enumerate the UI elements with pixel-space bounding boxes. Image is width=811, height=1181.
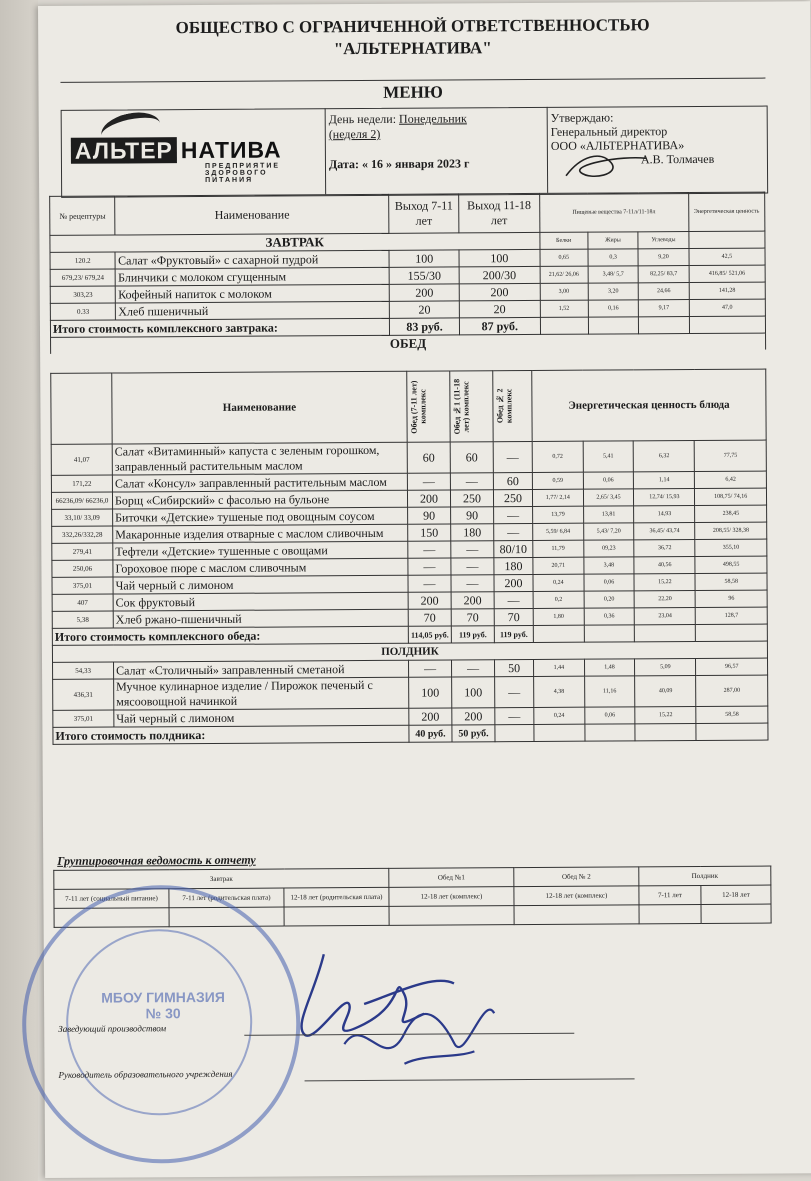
snack-total-label: Итого стоимость полдника: <box>53 725 409 744</box>
fat: 0,06 <box>583 472 634 489</box>
group-s4: 12-18 лет (комплекс) <box>389 887 514 907</box>
fat: 3,48/ 5,7 <box>588 266 639 283</box>
group-s7: 12-18 лет <box>701 885 771 904</box>
protein: 0,72 <box>532 441 583 472</box>
portion-c: 180 <box>494 557 533 574</box>
dish-name: Салат «Фруктовый» с сахарной пудрой <box>115 250 389 269</box>
lunch-head-b-cell <box>450 371 493 442</box>
breakfast-total-label: Итого стоимость комплексного завтрака: <box>50 318 389 337</box>
portion-b: 180 <box>451 524 494 541</box>
portion-c: — <box>494 506 533 523</box>
snack-total-a: 40 руб. <box>409 725 452 742</box>
fat: 5,41 <box>583 441 634 472</box>
carbs: 40,09 <box>635 675 696 706</box>
portion-b: 200 <box>451 592 494 609</box>
energy: 287,00 <box>696 675 768 706</box>
dish-name: Биточки «Детские» тушеные под овощным соусом <box>113 507 408 526</box>
fat: 0,3 <box>588 249 639 266</box>
protein: 0,65 <box>540 249 588 266</box>
energy: 96 <box>695 590 767 607</box>
portion-c: 70 <box>494 608 533 625</box>
signature-icon <box>254 933 515 1085</box>
approve-l4: А.В. Толмачев <box>640 151 715 167</box>
portion-b: — <box>451 558 494 575</box>
dish-name: Салат «Столичный» заправленный сметаной <box>114 660 409 679</box>
carbs: 6,32 <box>633 440 694 471</box>
breakfast-rows <box>50 248 765 320</box>
logo-word <box>71 136 286 164</box>
energy: 42,5 <box>689 248 765 265</box>
org-header <box>60 14 765 62</box>
fat: 11,16 <box>584 676 635 707</box>
recipe-code: 375,01 <box>52 577 113 594</box>
energy: 355,10 <box>695 539 767 556</box>
empty-cell <box>696 624 768 641</box>
portion-a: 200 <box>409 708 452 725</box>
approve-l3: ООО «АЛЬТЕРНАТИВА» <box>550 138 685 153</box>
table-row <box>53 675 768 710</box>
protein: 1,52 <box>540 300 588 317</box>
snack-rows <box>53 658 768 727</box>
portion-b: 100 <box>452 677 495 708</box>
protein: 5,59/ 6,84 <box>533 523 584 540</box>
carbs: 9,17 <box>639 300 690 317</box>
dish-name: Мучное кулинарное изделие / Пирожок печеный с мясоовощной начинкой <box>114 677 409 710</box>
menu-document <box>38 1 811 1178</box>
portion-a: — <box>407 473 450 490</box>
carbs: 24,66 <box>638 283 689 300</box>
protein: 4,38 <box>534 676 585 707</box>
approve-l2: Генеральный директор <box>550 124 668 139</box>
fat: 1,48 <box>584 659 635 676</box>
lunch-head-b: Обед №1 (11-18 лет) комплекс <box>452 378 471 435</box>
protein: 13,79 <box>533 506 584 523</box>
lunch-head-a-cell <box>407 371 450 442</box>
recipe-code: 0.33 <box>50 303 116 320</box>
protein: 1,44 <box>534 659 585 676</box>
lunch-rows <box>51 440 767 628</box>
lunch-table <box>50 369 768 745</box>
day-label: День недели: <box>328 111 397 127</box>
fat: 0,20 <box>584 591 635 608</box>
group-h-snack: Полдник <box>639 866 771 886</box>
snack-total-b: 50 руб. <box>452 725 495 742</box>
energy: 77,75 <box>695 440 767 471</box>
group-s3: 12-18 лет (родительская плата) <box>284 887 389 907</box>
approval-block <box>551 110 715 167</box>
portion-c: — <box>493 441 532 472</box>
recipe-code: 54,33 <box>53 662 114 679</box>
org-name: ОБЩЕСТВО С ОГРАНИЧЕННОЙ ОТВЕТСТВЕННОСТЬЮ <box>175 15 650 38</box>
dish-name: Салат «Витаминный» капуста с зеленым горошком, заправленный растительным маслом <box>112 442 407 475</box>
dish-name: Хлеб ржано-пшеничный <box>113 609 408 628</box>
portion-c: 60 <box>493 472 532 489</box>
carbs: 36,72 <box>634 539 695 556</box>
portion-7-11: 200 <box>389 284 459 301</box>
portion-a: 150 <box>408 524 451 541</box>
fat: 3,20 <box>588 283 639 300</box>
portion-a: 100 <box>409 677 452 708</box>
empty-cell <box>584 625 635 642</box>
portion-c: 50 <box>495 659 534 676</box>
fat: 0,16 <box>588 300 639 317</box>
menu-table <box>49 192 766 354</box>
week-number: (неделя 2) <box>328 126 381 142</box>
portion-c: — <box>495 676 534 707</box>
recipe-code: 332,26/332,28 <box>52 526 113 543</box>
carbs: 12,74/ 15,93 <box>634 488 695 505</box>
lunch-head-c: Обед № 2 комплекс <box>495 388 514 424</box>
recipe-code: 5,38 <box>52 611 113 628</box>
carbs: 36,45/ 43,74 <box>634 522 695 539</box>
portion-c: — <box>495 707 534 724</box>
lunch-head-energy: Энергетическая ценность блюда <box>532 369 766 441</box>
portion-a: — <box>408 575 451 592</box>
table-row <box>51 440 766 475</box>
fat: 0,36 <box>584 608 635 625</box>
head-out1: Выход 7-11 лет <box>389 194 459 233</box>
portion-b: — <box>451 575 494 592</box>
lunch-head-name: Наименование <box>112 371 407 444</box>
portion-b: 200 <box>452 708 495 725</box>
dish-name: Хлеб пшеничный <box>116 301 390 320</box>
carbs: 14,93 <box>634 505 695 522</box>
dish-name: Макаронные изделия отварные с маслом сливочным <box>113 524 408 543</box>
energy: 58,58 <box>696 706 768 723</box>
logo-subtitle: ПРЕДПРИЯТИЕ ЗДОРОВОГО ПИТАНИЯ <box>204 162 281 184</box>
portion-c: — <box>494 591 533 608</box>
empty-cell <box>689 231 765 248</box>
menu-date: Дата: « 16 » января 2023 г <box>328 156 470 172</box>
head-energy: Энергетическая ценность <box>688 192 765 231</box>
portion-a: — <box>408 558 451 575</box>
empty-cell <box>701 904 771 923</box>
protein: 1,80 <box>533 608 584 625</box>
portion-b: — <box>450 473 493 490</box>
director-signature-icon <box>561 150 651 181</box>
breakfast-total-b: 87 руб. <box>459 317 540 334</box>
head-name: Наименование <box>115 194 389 235</box>
fat: 0,06 <box>584 707 635 724</box>
energy: 96,57 <box>696 658 768 675</box>
empty-cell <box>639 904 701 923</box>
empty-cell <box>389 906 514 926</box>
empty-cell <box>588 317 639 334</box>
portion-c: 250 <box>493 489 532 506</box>
portion-11-18: 100 <box>459 249 540 266</box>
lunch-head-a: Обед (7-11 лет) комплекс <box>409 380 428 434</box>
carbs: 15,22 <box>635 706 696 723</box>
carbs: 40,56 <box>634 556 695 573</box>
portion-a: 60 <box>407 442 450 473</box>
portion-b: — <box>451 541 494 558</box>
head-code: № рецептуры <box>50 196 116 235</box>
dish-name: Кофейный напиток с молоком <box>116 284 390 303</box>
group-s6: 7-11 лет <box>639 885 701 904</box>
empty-cell <box>495 724 534 741</box>
recipe-code: 250,06 <box>52 560 113 577</box>
protein: 1,77/ 2,14 <box>532 489 583 506</box>
dish-name: Блинчики с молоком сгущенным <box>116 267 390 286</box>
protein: 20,71 <box>533 557 584 574</box>
carbs: 82,25/ 83,7 <box>638 266 689 283</box>
menu-title: МЕНЮ <box>60 78 765 105</box>
dish-name: Чай черный с лимоном <box>114 708 409 727</box>
stamp-text: МБОУ ГИМНАЗИЯ № 30 <box>101 988 225 1022</box>
protein: 0,2 <box>533 591 584 608</box>
empty-cell <box>284 906 389 926</box>
energy: 108,75/ 74,16 <box>695 488 767 505</box>
portion-a: 200 <box>408 592 451 609</box>
lunch-head-c-cell <box>493 370 532 441</box>
protein: 0,24 <box>534 707 585 724</box>
empty-cell <box>514 905 639 925</box>
approve-l1: Утверждаю: <box>550 110 614 125</box>
empty-cell <box>585 724 636 741</box>
group-s2: 7-11 лет (родительская плата) <box>169 888 284 908</box>
logo-word-b: НАТИВА <box>180 136 282 164</box>
energy: 128,7 <box>696 607 768 624</box>
head-nutrients: Пищевые вещества 7-11л/11-18л <box>539 193 688 233</box>
recipe-code: 33,10/ 33,09 <box>52 509 113 526</box>
energy: 238,45 <box>695 505 767 522</box>
head-carb: Углеводы <box>638 232 689 249</box>
portion-7-11: 100 <box>389 250 459 267</box>
group-h-breakfast: Завтрак <box>54 868 389 889</box>
empty-cell <box>689 316 765 333</box>
group-report-title: Группировочная ведомость к отчету <box>57 852 256 868</box>
portion-11-18: 20 <box>459 300 540 317</box>
recipe-code: 303,23 <box>50 286 116 303</box>
head-out2: Выход 11-18 лет <box>459 193 540 232</box>
carbs: 5,09 <box>635 658 696 675</box>
footer-production-head: Заведующий производством <box>58 1023 167 1034</box>
portion-a: — <box>408 541 451 558</box>
portion-11-18: 200 <box>459 283 540 300</box>
lunch-title: ОБЕД <box>51 333 766 354</box>
portion-b: 90 <box>451 507 494 524</box>
recipe-code: 171,22 <box>51 475 112 492</box>
protein: 3,00 <box>540 283 588 300</box>
lunch-total-a: 114,05 руб. <box>408 626 451 643</box>
stamp-inner-ring <box>66 929 253 1116</box>
protein: 0,24 <box>533 574 584 591</box>
lunch-title-row <box>51 333 766 354</box>
recipe-code: 279,41 <box>52 543 113 560</box>
carbs: 9,20 <box>638 249 689 266</box>
energy: 208,55/ 328,38 <box>695 522 767 539</box>
empty-cell <box>51 373 112 444</box>
portion-a: 90 <box>408 507 451 524</box>
dish-name: Гороховое пюре с маслом сливочным <box>113 558 408 577</box>
recipe-code: 679,23/ 679,24 <box>50 269 116 286</box>
empty-cell <box>639 317 690 334</box>
portion-7-11: 155/30 <box>389 267 459 284</box>
portion-c: 80/10 <box>494 540 533 557</box>
recipe-code: 66236,09/ 66236,0 <box>51 492 112 509</box>
snack-title: ПОЛДНИК <box>52 641 767 662</box>
fat: 3,48 <box>584 557 635 574</box>
lunch-total-label: Итого стоимость комплексного обеда: <box>52 626 408 645</box>
energy: 58,58 <box>695 573 767 590</box>
empty-cell <box>534 724 585 741</box>
fat: 13,81 <box>583 506 634 523</box>
protein: 0,59 <box>532 472 583 489</box>
footer-school-head: Руководитель образовательного учреждения <box>58 1068 233 1080</box>
dish-name: Борщ «Сибирский» с фасолью на бульоне <box>112 490 407 509</box>
dish-name: Сок фруктовый <box>113 592 408 611</box>
logo-word-a: АЛЬТЕР <box>71 137 177 164</box>
empty-cell <box>635 624 696 641</box>
day-value: Понедельник <box>398 111 467 126</box>
empty-cell <box>533 625 584 642</box>
carbs: 15,22 <box>634 573 695 590</box>
energy: 47,0 <box>689 299 765 316</box>
dish-name: Чай черный с лимоном <box>113 575 408 594</box>
recipe-code: 436,31 <box>53 679 114 710</box>
fat: 0,06 <box>584 574 635 591</box>
lunch-total-c: 119 руб. <box>494 625 533 642</box>
portion-b: 70 <box>451 609 494 626</box>
fat: 5,43/ 7,20 <box>583 523 634 540</box>
portion-b: 250 <box>450 490 493 507</box>
portion-b: 60 <box>450 442 493 473</box>
breakfast-total-a: 83 руб. <box>390 318 460 335</box>
dish-name: Салат «Консул» заправленный растительным маслом <box>112 473 407 492</box>
group-s1: 7-11 лет (социальный питание) <box>54 889 169 909</box>
portion-a: — <box>409 660 452 677</box>
portion-11-18: 200/30 <box>459 266 540 283</box>
empty-cell <box>540 317 588 334</box>
portion-b: — <box>452 660 495 677</box>
empty-cell <box>635 723 696 740</box>
carbs: 23,04 <box>635 607 696 624</box>
lunch-head <box>51 369 766 444</box>
carbs: 22,20 <box>634 590 695 607</box>
group-s5: 12-18 лет (комплекс) <box>514 886 639 906</box>
recipe-code: 120.2 <box>50 252 116 269</box>
table-head <box>50 192 765 235</box>
breakfast-title: ЗАВТРАК <box>50 232 540 252</box>
snack-total-row <box>53 723 768 744</box>
company-logo <box>65 112 305 195</box>
portion-a: 70 <box>408 609 451 626</box>
recipe-code: 407 <box>52 594 113 611</box>
portion-7-11: 20 <box>390 301 460 318</box>
portion-c: 200 <box>494 574 533 591</box>
day-info <box>329 111 470 172</box>
portion-a: 200 <box>407 490 450 507</box>
empty-cell <box>696 723 768 740</box>
carbs: 1,14 <box>634 471 695 488</box>
head-protein: Белки <box>539 232 587 249</box>
energy: 498,55 <box>695 556 767 573</box>
energy: 416,85/ 521,06 <box>689 265 765 282</box>
group-h-lunch1: Обед №1 <box>389 868 514 888</box>
org-brand: "АЛЬТЕРНАТИВА" <box>333 38 492 59</box>
lunch-total-b: 119 руб. <box>451 626 494 643</box>
protein: 21,62/ 26,06 <box>540 266 588 283</box>
fat: 09,23 <box>583 540 634 557</box>
recipe-code: 41,07 <box>51 444 112 475</box>
energy: 6,42 <box>695 471 767 488</box>
energy: 141,28 <box>689 282 765 299</box>
portion-c: — <box>494 523 533 540</box>
protein: 11,79 <box>533 540 584 557</box>
head-fat: Жиры <box>588 232 639 249</box>
fat: 2,65/ 3,45 <box>583 489 634 506</box>
recipe-code: 375,01 <box>53 710 114 727</box>
dish-name: Тефтели «Детские» тушенные с овощами <box>113 541 408 560</box>
group-h-lunch2: Обед № 2 <box>514 867 639 887</box>
